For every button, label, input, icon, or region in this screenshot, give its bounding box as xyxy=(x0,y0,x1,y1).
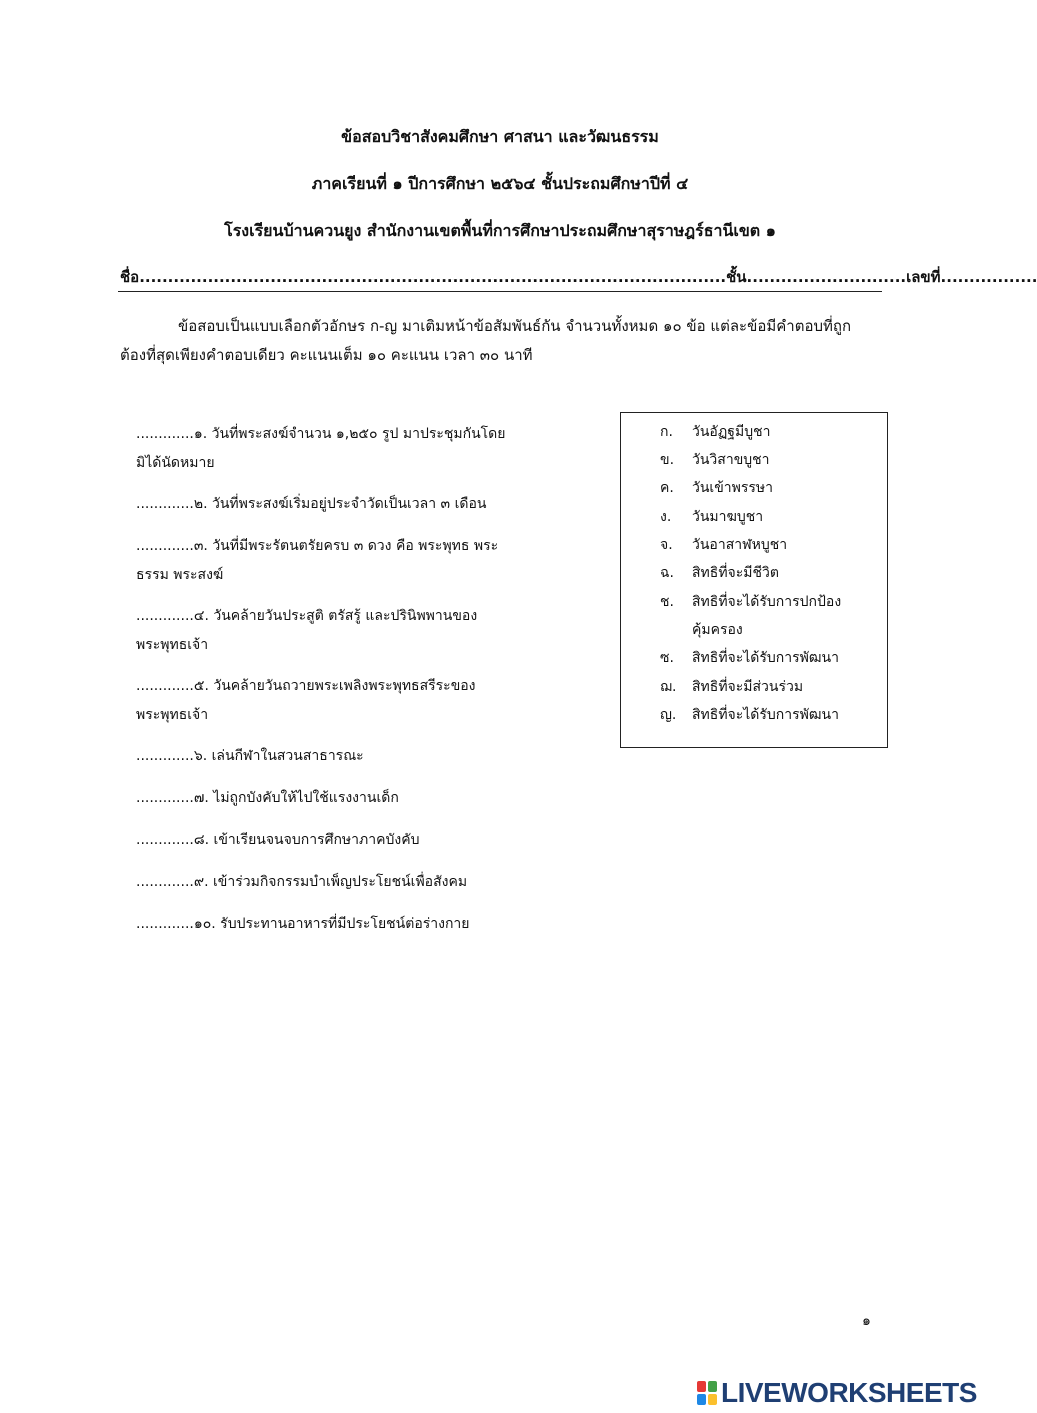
choice-letter: ซ. xyxy=(660,650,674,666)
page-number: ๑ xyxy=(862,1313,871,1329)
choice-ngo xyxy=(660,503,880,531)
choice-letter: ค. xyxy=(660,480,674,496)
choice-text: สิทธิที่จะได้รับการพัฒนา xyxy=(692,707,839,723)
choice-letter: ข. xyxy=(660,452,675,468)
choice-letter: ฌ. xyxy=(660,679,677,695)
choice-text: วันวิสาขบูชา xyxy=(692,452,770,468)
choice-text: วันเข้าพรรษา xyxy=(692,480,774,496)
question-8[interactable]: .............๘. เข้าเรียนจนจบการศึกษาภาคบังคับ xyxy=(136,832,420,848)
choice-kho-khwai xyxy=(660,474,880,502)
choice-so xyxy=(660,644,880,672)
header-divider xyxy=(118,291,882,292)
choice-letter: ง. xyxy=(660,509,672,525)
choice-yo xyxy=(660,701,880,729)
choice-text: สิทธิที่จะได้รับการปกป้องคุ้มครอง xyxy=(692,594,842,638)
exam-title: ข้อสอบวิชาสังคมศึกษา ศาสนา และวัฒนธรรม xyxy=(341,127,659,146)
choice-text: สิทธิที่จะได้รับการพัฒนา xyxy=(692,650,839,666)
choice-text: สิทธิที่จะมีชีวิต xyxy=(692,565,779,581)
brand-name: LIVEWORKSHEETS xyxy=(721,1377,977,1408)
liveworksheets-logo xyxy=(696,1376,977,1410)
question-6[interactable]: .............๖. เล่นกีฬาในสวนสาธารณะ xyxy=(136,748,364,764)
choice-text: วันอัฏฐมีบูชา xyxy=(692,424,771,440)
question-5[interactable]: .............๕. วันคล้ายวันถวายพระเพลิงพระพุทธสรีระของพระพุทธเจ้า xyxy=(136,678,476,723)
choice-text: วันอาสาฬหบูชา xyxy=(692,537,788,553)
liveworksheets-icon xyxy=(696,1380,718,1406)
exam-term-line: ภาคเรียนที่ ๑ ปีการศึกษา ๒๕๖๔ ชั้นประถมศึกษาปีที่ ๔ xyxy=(311,174,689,193)
choice-text: สิทธิที่จะมีส่วนร่วม xyxy=(692,679,804,695)
choice-letter: ญ. xyxy=(660,707,677,723)
choice-chho xyxy=(660,559,880,587)
choice-letter: จ. xyxy=(660,537,673,553)
choice-letter: ก. xyxy=(660,424,673,440)
question-10[interactable]: .............๑๐. รับประทานอาหารที่มีประโยชน์ต่อร่างกาย xyxy=(136,916,470,932)
question-1[interactable]: .............๑. วันที่พระสงฆ์จำนวน ๑,๒๕๐ รูป มาประชุมกันโดยมิได้นัดหมาย xyxy=(136,426,506,471)
student-info-line: ชื่อ.......................................................................................................ชั้น............................เลขที่................. xyxy=(120,268,1037,286)
choice-kho xyxy=(660,446,880,474)
question-3[interactable]: .............๓. วันที่มีพระรัตนตรัยครบ ๓ ดวง คือ พระพุทธ พระธรรม พระสงฆ์ xyxy=(136,538,499,583)
question-4[interactable]: .............๔. วันคล้ายวันประสูติ ตรัสรู้ และปรินิพพานของพระพุทธเจ้า xyxy=(136,608,478,653)
choice-cho xyxy=(660,531,880,559)
question-9[interactable]: .............๙. เข้าร่วมกิจกรรมบำเพ็ญประโยชน์เพื่อสังคม xyxy=(136,874,468,890)
question-7[interactable]: .............๗. ไม่ถูกบังคับให้ไปใช้แรงงานเด็ก xyxy=(136,790,399,806)
choice-ko xyxy=(660,418,880,446)
school-line: โรงเรียนบ้านควนยูง สำนักงานเขตพื้นที่การศึกษาประถมศึกษาสุราษฎร์ธานีเขต ๑ xyxy=(224,221,776,240)
choice-text: วันมาฆบูชา xyxy=(692,509,764,525)
choice-letter: ฉ. xyxy=(660,565,674,581)
question-2[interactable]: .............๒. วันที่พระสงฆ์เริ่มอยู่ประจำวัดเป็นเวลา ๓ เดือน xyxy=(136,496,487,512)
choice-letter: ช. xyxy=(660,594,674,610)
choice-cho-choe xyxy=(660,673,880,701)
instructions: ข้อสอบเป็นแบบเลือกตัวอักษร ก-ญ มาเติมหน้าข้อสัมพันธ์กัน จำนวนทั้งหมด ๑๐ ข้อ แต่ละข้อมีคำตอบที่ถูกต้องที่สุดเพียงคำตอบเดียว คะแนนเต็ม ๑๐ คะแนน เวลา ๓๐ นาที xyxy=(120,317,852,364)
choice-cho-chang xyxy=(660,588,880,644)
